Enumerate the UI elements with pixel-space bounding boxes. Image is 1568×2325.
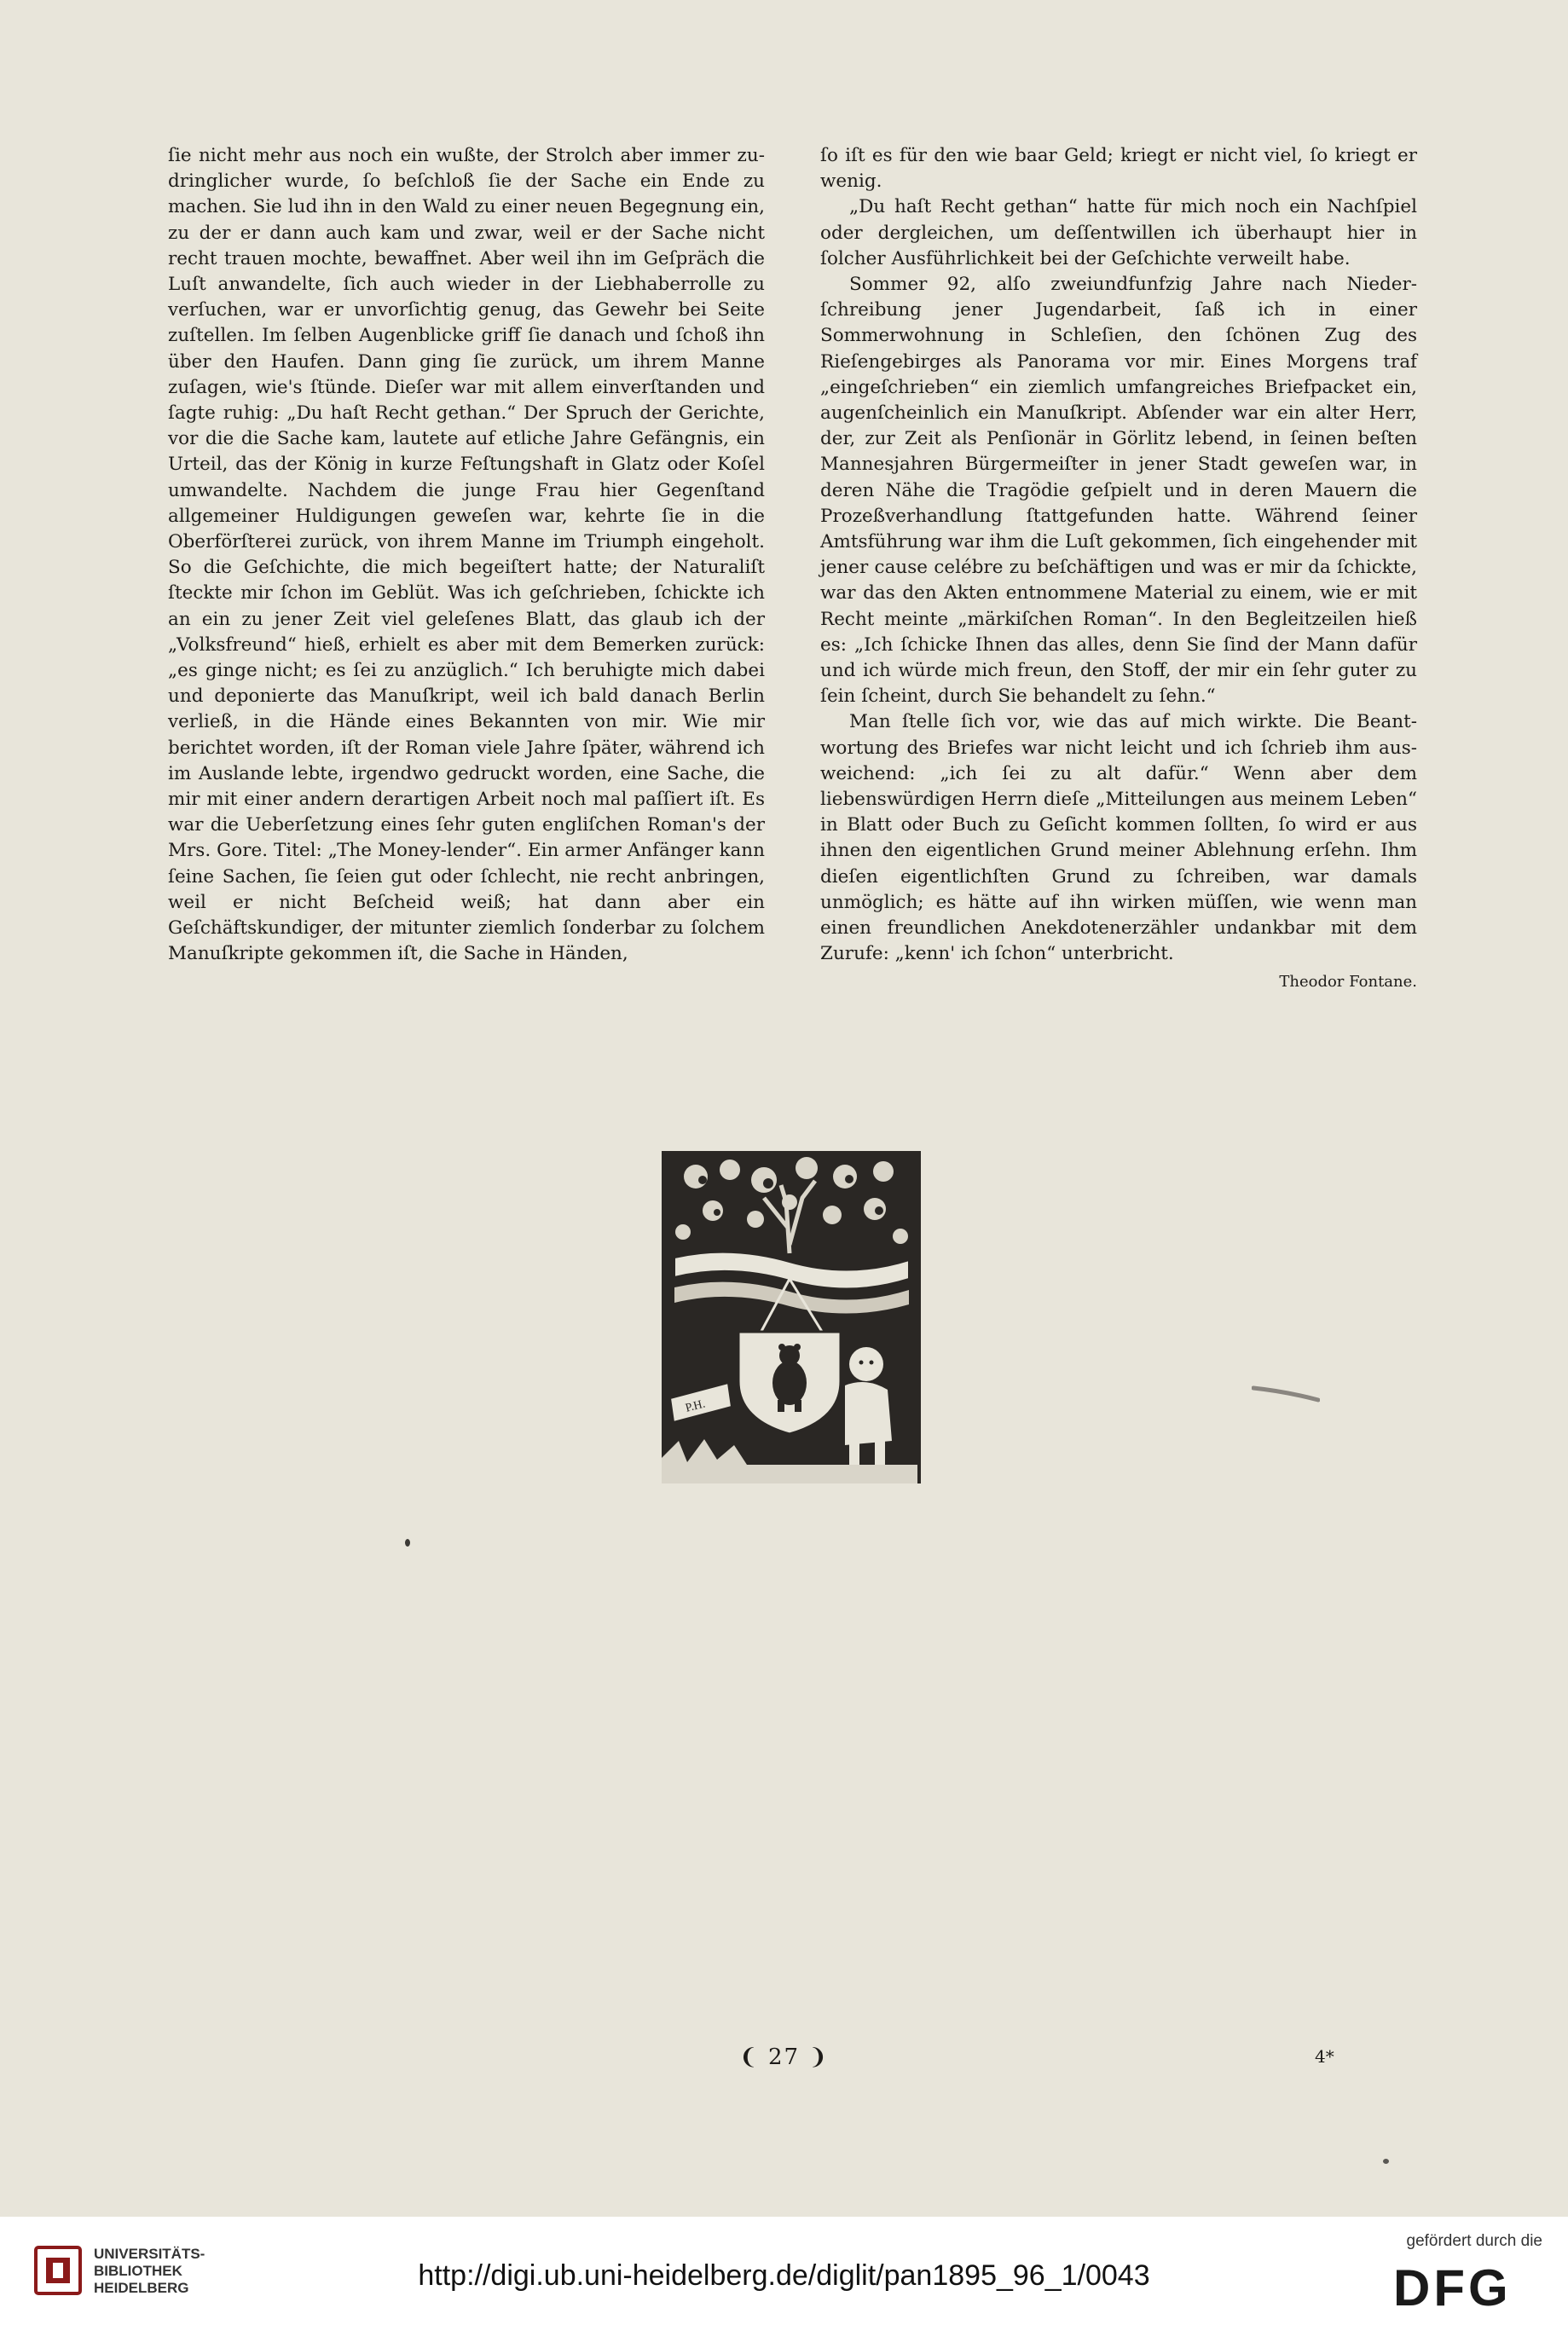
vignette-initials: P.H. [684, 1397, 707, 1415]
permalink-url[interactable]: http://digi.ub.uni-heidelberg.de/diglit/pan1895_96_1/0043 [418, 2259, 1150, 2292]
digitization-footer [0, 2217, 1568, 2325]
paragraph: ſie nicht mehr aus noch ein wußte, der Strolch aber immer zudringlicher wurde, ſo beſchloß ſie der Sache ein Ende zu machen. Sie lud ihn in den Wald zu einer neuen Begegnung ein, zu der er dann auch kam und zwar, weil er der Sache nicht recht trauen mochte, bewaffnet. Aber weil ihn im Geſpräch die Luſt anwandelte, ſich auch wieder in der Liebhaberrolle zu verſuchen, war er unvorſichtig genug, das Gewehr bei Seite zuſtellen. Im ſelben Augenblicke griff ſie danach und ſchoß ihn über den Haufen. Dann ging ſie zurück, um ihrem Manne zuſagen, wie's ſtünde. Dieſer war mit allem einverſtanden und ſagte ruhig: „Du haſt Recht gethan.“ Der Spruch der Gerichte, vor die die Sache kam, lautete auf etliche Jahre Gefängnis, ein Urteil, das der König in kurze Feſtungshaft in Glatz oder Koſel umwandelte. Nachdem die junge Frau hier Gegenſtand allgemeiner Huldigungen geweſen war, kehrte ſie in die Oberförſterei zurück, von ihrem Manne im Triumph eingeholt. So die Geſchichte, die mich begeiſtert hatte; der Naturaliſt ſteckte mir ſchon im Geblüt. Was ich geſchrieben, ſchickte ich an ein zu jener Zeit viel geleſenes Blatt, das glaub ich der „Volksfreund“ hieß, erhielt es aber mit dem Bemerken zurück: „es ginge nicht; es ſei zu anzüglich.“ Ich beruhigte mich dabei und deponierte das Manuſkript, weil ich bald danach Berlin verließ, in die Hände eines Bekannten von mir. Wie mir berichtet worden, iſt der Roman viele Jahre ſpäter, während ich im Auslande lebte, irgendwo gedruckt worden, eine Sache, die mir mit einer andern derartigen Arbeit noch mal paſſiert iſt. Es war die Ueberſetzung eines ſehr guten engliſchen Roman's der Mrs. Gore. Titel: „The Money-lender“. Ein armer Anfänger kann ſeine Sachen, ſie ſeien gut oder ſchlecht, nie recht anbringen, weil er nicht Beſcheid weiß; hat dann aber ein Geſchäftskundiger, der mitunter ziemlich ſonderbar zu ſolchem Manuſkripte gekommen iſt, die Sache in Händen, [168, 145, 765, 965]
sheet-signature-mark: 4* [1315, 2046, 1334, 2067]
page-number: ❨ 27 ❩ [738, 2044, 830, 2070]
text-column-right [820, 143, 1417, 995]
funding-note: gefördert durch die [1406, 2232, 1542, 2250]
ink-speck [1383, 2159, 1389, 2164]
ink-speck [405, 1539, 410, 1547]
pencil-stroke-mark [1252, 1381, 1320, 1407]
paragraph: Sommer 92, alſo zweiundfunfzig Jahre nach Niederſchreibung jener Jugendarbeit, ſaß ich in einer Sommerwohnung in Schleſien, den ſchönen Zug des Rieſengebirges als Panorama vor mir. Eines Morgens traf „eingeſchrieben“ ein ziemlich umfangreiches Briefpacket ein, augenſcheinlich ein Manuſkript. Abſender war ein alter Herr, der, zur Zeit als Penſionär in Görlitz lebend, in ſeinen beſten Mannesjahren Bürgermeiſter in jener Stadt geweſen war, in deren Nähe die Tragödie geſpielt und in deren Mauern die Prozeßverhandlung ſtattgefunden hatte. Während ſeiner Amtsführung war ihm die Luſt gekommen, ſich eingehender mit jener cause celébre zu beſchäftigen und was er mir da ſchickte, war das den Akten entnommene Material zu einem, wie er mit Recht meinte „märkiſchen Roman“. In den Begleitzeilen hieß es: „Ich ſchicke Ihnen das alles, denn Sie ſind der Mann dafür und ich würde mich freun, den Stoff, der mir ein ſehr guter zu ſein ſcheint, durch Sie behandelt zu ſehn.“ [820, 274, 1417, 708]
tree-bear-shield-vignette-icon [662, 1151, 921, 1483]
author-signature: Theodor Fontane. [1279, 972, 1417, 991]
paragraph: ſo iſt es für den wie baar Geld; kriegt er nicht viel, ſo kriegt er wenig. [820, 145, 1417, 193]
dfg-logo-text: DFG [1393, 2261, 1512, 2311]
paragraph: „Du haſt Recht gethan“ hatte für mich noch ein Nachſpiel oder dergleichen, um deſſentwillen ich überhaupt hier in ſolcher Ausführlichkeit bei der Geſchichte verweilt habe. [820, 196, 1417, 269]
text-column-left [168, 143, 765, 968]
dfg-logo-icon [1393, 2261, 1542, 2311]
library-name: UNIVERSITÄTS- BIBLIOTHEK HEIDELBERG [94, 2246, 205, 2296]
paragraph: Man ſtelle ſich vor, wie das auf mich wirkte. Die Beantwortung des Briefes war nicht leicht und ich ſchrieb ihm ausweichend: „ich ſei zu alt dafür.“ Wenn aber dem liebenswürdigen Herrn dieſe „Mitteilungen aus meinem Leben“ in Blatt oder Buch zu Geſicht kommen ſollten, ſo wird er aus ihnen den eigentlichen Grund meiner Ablehnung erſehn. Ihm dieſen eigentlichſten Grund zu ſchreiben, war damals unmöglich; es hätte auf ihn wirken müſſen, wie wenn man einen freundlichen Anekdotenerzähler undankbar mit dem Zurufe: „kenn' ich ſchon“ unterbricht. [820, 711, 1417, 965]
